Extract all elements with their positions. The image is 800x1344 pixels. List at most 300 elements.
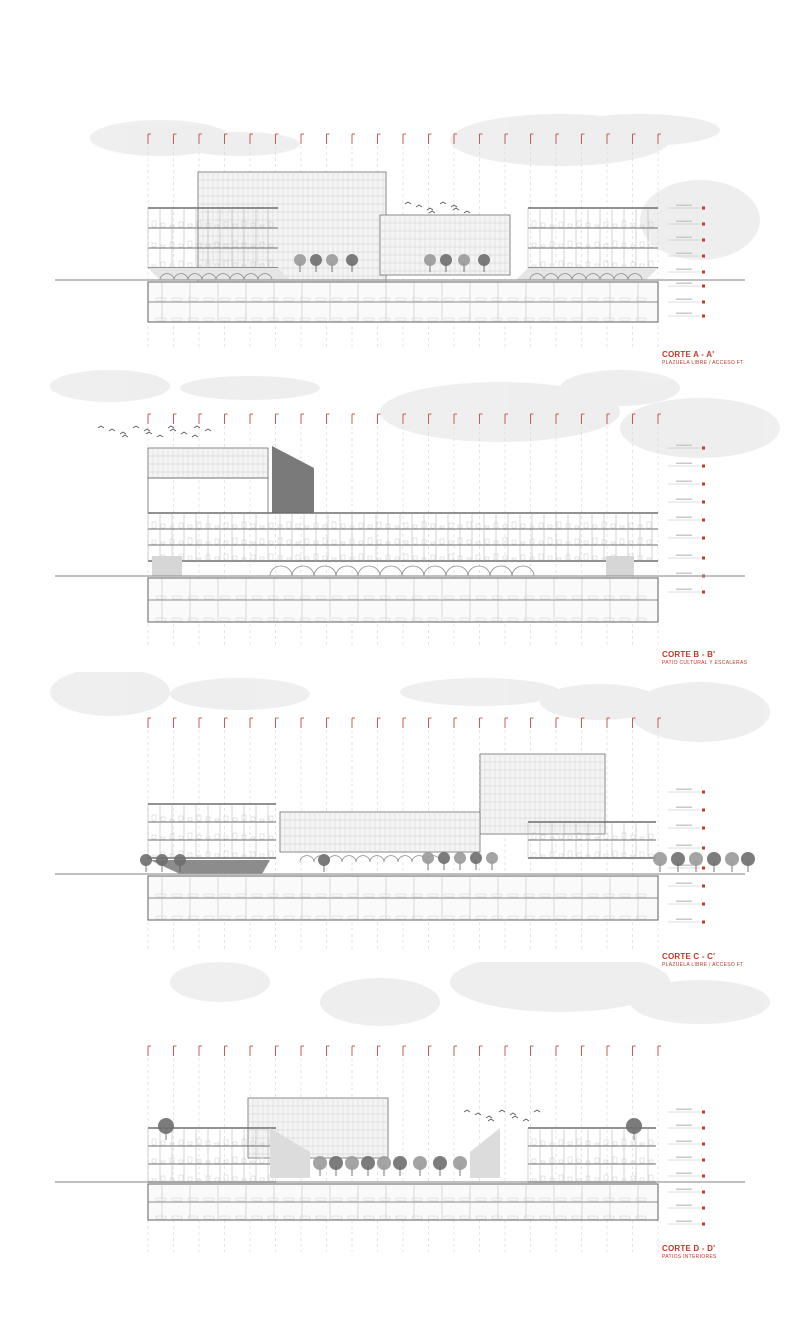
level-text-mark [676, 299, 692, 301]
interior-figure [613, 1177, 617, 1181]
level-text-mark [676, 1109, 692, 1111]
interior-figure [559, 1175, 563, 1181]
arch [446, 566, 468, 576]
bird [144, 429, 150, 431]
interior-figure [215, 834, 219, 839]
section-b-subtitle: PATIO CULTURAL Y ESCALERAS [662, 660, 748, 666]
level-marks [668, 445, 705, 594]
level-marker [702, 867, 705, 870]
section-c-title: CORTE C - C' [662, 952, 716, 961]
level-marker [702, 827, 705, 830]
basement [148, 1184, 658, 1220]
interior-figure [395, 557, 399, 560]
interior-figure [440, 557, 444, 560]
interior-figure [577, 1159, 581, 1163]
tree-canopy [174, 854, 186, 866]
interior-figure [341, 524, 345, 528]
interior-figure [332, 522, 336, 528]
interior-figure [593, 538, 597, 544]
interior-figure [152, 221, 156, 227]
interior-figure [161, 223, 165, 227]
interior-figure [593, 556, 597, 560]
arch [342, 856, 356, 862]
bird [205, 429, 211, 431]
interior-figure [649, 1175, 653, 1181]
section-c-drawing [0, 672, 800, 962]
section-c-subtitle: PLAZUELA LIBRE / ACCESO FT [662, 962, 744, 968]
interior-figure [368, 525, 372, 528]
interior-figure [341, 555, 345, 560]
section-a [0, 100, 800, 380]
interior-figure [604, 834, 608, 839]
tree [422, 852, 434, 870]
level-marker [702, 1159, 705, 1162]
interior-figure [595, 852, 599, 857]
interior-figure [332, 558, 336, 560]
level-text-mark [676, 237, 692, 239]
interior-figure [287, 522, 291, 528]
interior-figure [161, 245, 165, 247]
interior-figure [532, 1179, 536, 1181]
section-a-drawing [0, 100, 800, 360]
right-ramp-shade [606, 556, 634, 576]
upper-frame [148, 478, 268, 513]
interior-figure [233, 833, 237, 839]
interior-figure [188, 263, 192, 267]
interior-figure [548, 538, 552, 544]
interior-figure [449, 554, 453, 560]
interior-figure [577, 1139, 581, 1145]
arch [358, 566, 380, 576]
interior-figure [152, 540, 156, 544]
cloud [560, 370, 680, 406]
level-marker [702, 255, 705, 258]
interior-figure [557, 558, 561, 560]
interior-figure [559, 261, 563, 267]
cloud [560, 114, 720, 146]
tree-canopy [422, 852, 434, 864]
tree-canopy [313, 1156, 327, 1170]
level-text-mark [676, 845, 692, 847]
left-podium [150, 860, 270, 874]
tree-canopy [458, 254, 470, 266]
interior-figure [532, 853, 536, 857]
interior-figure [233, 525, 237, 528]
interior-figure [179, 1175, 183, 1181]
interior-figure [269, 541, 273, 544]
basement [148, 282, 658, 322]
bird [133, 426, 139, 428]
tree-canopy [707, 852, 721, 866]
arch [328, 856, 342, 862]
interior-figure [341, 542, 345, 544]
interior-figure [521, 555, 525, 560]
interior-figure [251, 524, 255, 528]
bird [416, 205, 422, 207]
level-text-mark [676, 205, 692, 207]
interior-figure [604, 1140, 608, 1145]
level-marker [702, 537, 705, 540]
arch [314, 566, 336, 576]
interior-figure [413, 538, 417, 544]
interior-figure [233, 1157, 237, 1163]
cloud [320, 978, 440, 1026]
interior-figure [260, 854, 264, 857]
interior-figure [611, 524, 615, 528]
interior-figure [559, 854, 563, 857]
interior-figure [613, 836, 617, 839]
interior-figure [449, 523, 453, 528]
tree-canopy [156, 854, 168, 866]
level-text-mark [676, 269, 692, 271]
section-b-title: CORTE B - B' [662, 650, 716, 659]
interior-figure [647, 522, 651, 528]
level-text-mark [676, 883, 692, 885]
interior-figure [260, 819, 264, 821]
cloud [400, 678, 560, 706]
interior-figure [395, 539, 399, 544]
cloud [630, 980, 770, 1024]
level-text-mark [676, 919, 692, 921]
bird [181, 432, 187, 434]
interior-figure [251, 555, 255, 560]
interior-figure [431, 524, 435, 528]
interior-figure [541, 855, 545, 857]
interior-figure [541, 1141, 545, 1145]
cloud [170, 678, 310, 710]
tree [707, 852, 721, 872]
interior-figure [215, 819, 219, 821]
interior-figure [152, 243, 156, 247]
tree-canopy [689, 852, 703, 866]
cloud [170, 962, 270, 1002]
interior-figure [577, 221, 581, 227]
interior-figure [557, 522, 561, 528]
interior-figure [152, 522, 156, 528]
level-marker [702, 1223, 705, 1226]
basement [148, 876, 658, 920]
level-text-mark [676, 1205, 692, 1207]
interior-figure [631, 245, 635, 247]
interior-figure [559, 834, 563, 839]
interior-figure [269, 816, 273, 821]
interior-figure [188, 224, 192, 227]
bird [120, 432, 126, 434]
section-d-caption [662, 1244, 717, 1260]
interior-figure [179, 1160, 183, 1163]
birds [405, 202, 470, 213]
level-marker [702, 301, 705, 304]
level-text-mark [676, 1157, 692, 1159]
level-text-mark [676, 499, 692, 501]
level-text-mark [676, 463, 692, 465]
interior-figure [467, 558, 471, 560]
level-text-mark [676, 1141, 692, 1143]
basement [148, 578, 658, 622]
level-marker [702, 501, 705, 504]
interior-figure [620, 539, 624, 544]
tree-canopy [454, 852, 466, 864]
interior-figure [613, 1142, 617, 1145]
interior-figure [404, 523, 408, 528]
interior-figure [179, 816, 183, 821]
level-marker [702, 847, 705, 850]
tree-canopy [671, 852, 685, 866]
interior-figure [188, 538, 192, 544]
section-b-drawing [0, 368, 800, 658]
level-text-mark [676, 1125, 692, 1127]
bird [486, 1116, 492, 1118]
interior-figure [188, 241, 192, 247]
tree [438, 852, 450, 870]
tree [741, 852, 755, 872]
interior-figure [593, 525, 597, 528]
interior-figure [359, 554, 363, 560]
interior-figure [604, 1175, 608, 1181]
interior-figure [521, 542, 525, 544]
interior-figure [359, 523, 363, 528]
interior-figure [440, 526, 444, 528]
interior-figure [559, 1140, 563, 1145]
level-text-mark [676, 1221, 692, 1223]
bird [464, 211, 470, 213]
interior-figure [568, 836, 572, 839]
interior-figure [413, 556, 417, 560]
tree [671, 852, 685, 872]
level-marker [702, 465, 705, 468]
bird [109, 429, 115, 431]
tree [329, 1156, 343, 1176]
interior-figure [485, 539, 489, 544]
interior-figure [631, 223, 635, 227]
interior-figure [161, 524, 165, 528]
tree-canopy [486, 852, 498, 864]
interior-figure [467, 540, 471, 544]
interior-figure [649, 1160, 653, 1163]
interior-figure [541, 835, 545, 839]
cloud [620, 398, 780, 458]
interior-figure [595, 1158, 599, 1163]
interior-figure [503, 525, 507, 528]
interior-figure [584, 554, 588, 560]
interior-figure [584, 541, 588, 544]
level-text-mark [676, 589, 692, 591]
right-ramp [470, 1128, 500, 1178]
interior-figure [152, 815, 156, 821]
tree [433, 1156, 447, 1176]
section-d-drawing [0, 962, 800, 1262]
arch [398, 856, 412, 862]
interior-figure [512, 558, 516, 560]
tree-canopy [626, 1118, 642, 1134]
interior-figure [449, 541, 453, 544]
interior-figure [568, 224, 572, 227]
interior-figure [233, 853, 237, 857]
tree-canopy [361, 1156, 375, 1170]
interior-figure [251, 1161, 255, 1163]
interior-figure [640, 264, 644, 267]
interior-figure [179, 244, 183, 247]
interior-figure [233, 1142, 237, 1145]
tree [653, 852, 667, 872]
arch [402, 566, 424, 576]
level-marker [702, 447, 705, 450]
interior-figure [188, 818, 192, 821]
arch [468, 566, 490, 576]
section-b [0, 368, 800, 668]
interior-figure [269, 523, 273, 528]
cloud [630, 682, 770, 742]
interior-figure [532, 1139, 536, 1145]
interior-figure [188, 1177, 192, 1181]
interior-figure [188, 525, 192, 528]
interior-figure [368, 556, 372, 560]
interior-figure [485, 557, 489, 560]
interior-figure [568, 851, 572, 857]
level-text-mark [676, 481, 692, 483]
level-text-mark [676, 253, 692, 255]
interior-figure [575, 539, 579, 544]
interior-figure [512, 522, 516, 528]
tree-canopy [326, 254, 338, 266]
interior-figure [577, 265, 581, 267]
level-marker [702, 591, 705, 594]
arch [270, 566, 292, 576]
interior-figure [521, 524, 525, 528]
interior-figure [179, 261, 183, 267]
section-c [0, 672, 800, 972]
interior-figure [640, 1158, 644, 1163]
level-marker [702, 315, 705, 318]
tree-canopy [478, 254, 490, 266]
tree [689, 852, 703, 872]
level-marker [702, 519, 705, 522]
tree-canopy [453, 1156, 467, 1170]
central-block [380, 215, 510, 275]
bird [122, 435, 128, 437]
bird [192, 435, 198, 437]
level-text-mark [676, 789, 692, 791]
interior-figure [179, 222, 183, 227]
level-text-mark [676, 221, 692, 223]
level-marker [702, 483, 705, 486]
interior-figure [649, 854, 653, 857]
interior-figure [152, 835, 156, 839]
interior-figure [640, 1178, 644, 1181]
interior-figure [323, 525, 327, 528]
interior-figure [404, 554, 408, 560]
interior-figure [595, 1143, 599, 1145]
level-marker [702, 885, 705, 888]
interior-figure [631, 855, 635, 857]
arch [380, 566, 402, 576]
bird [475, 1113, 481, 1115]
interior-figure [260, 834, 264, 839]
interior-figure [161, 1176, 165, 1181]
interior-figure [577, 853, 581, 857]
arch [300, 856, 314, 862]
bird [464, 1110, 470, 1112]
tree [454, 852, 466, 870]
interior-figure [260, 526, 264, 528]
tree-canopy [345, 1156, 359, 1170]
level-text-mark [676, 445, 692, 447]
interior-figure [539, 554, 543, 560]
interior-figure [152, 1159, 156, 1163]
interior-figure [631, 1176, 635, 1181]
level-marker [702, 223, 705, 226]
interior-figure [539, 541, 543, 544]
interior-figure [368, 538, 372, 544]
arcade [270, 566, 534, 576]
tree [486, 852, 498, 870]
interior-figure [541, 1176, 545, 1181]
arch [424, 566, 446, 576]
level-marker [702, 239, 705, 242]
interior-figure [233, 1177, 237, 1181]
interior-figure [541, 1161, 545, 1163]
interior-figure [649, 261, 653, 267]
tree-canopy [294, 254, 306, 266]
interior-figure [215, 854, 219, 857]
interior-figure [260, 1178, 264, 1181]
interior-figure [512, 540, 516, 544]
interior-figure [395, 526, 399, 528]
section-b-caption [662, 650, 747, 666]
interior-figure [613, 224, 617, 227]
interior-figure [577, 243, 581, 247]
bird [405, 202, 411, 204]
tree [156, 854, 168, 872]
interior-figure [647, 540, 651, 544]
interior-figure [251, 817, 255, 821]
interior-figure [604, 222, 608, 227]
interior-figure [332, 540, 336, 544]
interior-figure [260, 557, 264, 560]
interior-figure [287, 558, 291, 560]
level-text-mark [676, 1173, 692, 1175]
level-marker [702, 557, 705, 560]
bird [440, 202, 446, 204]
interior-figure [188, 853, 192, 857]
interior-figure [649, 244, 653, 247]
level-marker [702, 1175, 705, 1178]
interior-figure [188, 1157, 192, 1163]
tree-canopy [725, 852, 739, 866]
interior-figure [215, 1178, 219, 1181]
interior-figure [161, 1161, 165, 1163]
level-text-mark [676, 283, 692, 285]
interior-figure [251, 1176, 255, 1181]
birds [464, 1110, 540, 1121]
interior-figure [604, 261, 608, 267]
level-marker [702, 903, 705, 906]
interior-figure [161, 542, 165, 544]
interior-figure [188, 1142, 192, 1145]
interior-figure [604, 244, 608, 247]
interior-figure [233, 538, 237, 544]
interior-figure [620, 526, 624, 528]
interior-figure [152, 855, 156, 857]
interior-figure [548, 556, 552, 560]
interior-figure [541, 262, 545, 267]
tree-canopy [329, 1156, 343, 1170]
interior-figure [215, 1143, 219, 1145]
bird [170, 429, 176, 431]
arch [490, 566, 512, 576]
interior-figure [568, 1142, 572, 1145]
cloud-group [50, 370, 780, 458]
